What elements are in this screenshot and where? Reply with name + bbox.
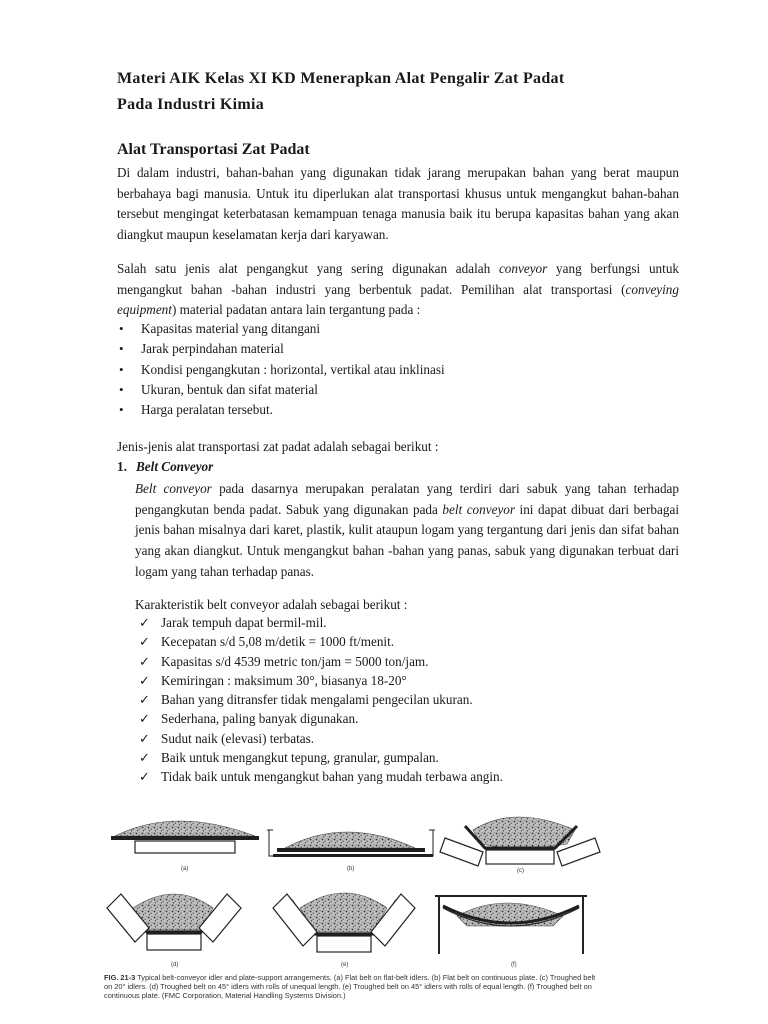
characteristics-list [139, 613, 503, 787]
conveyor-paragraph-text-3: ) material padatan antara lain tergantung pada : [171, 302, 421, 318]
diagram-a [111, 821, 259, 872]
list-item: ✓ Jarak tempuh dapat bermil-mil. [139, 613, 503, 632]
figure-caption-text: Typical belt-conveyor idler and plate-support arrangements. (a) Flat belt on flat-belt idlers. (b) Flat belt on continuous plate. (c) Troughed belt on 20° idlers. (d) Troughed belt on 45° idlers with rolls of unequal length. (e) Troughed belt on 45° idlers with rolls of equal length. (f) Troughed belt on continuous plate. (FMC Corporation, Material Handling Systems Division.) [104, 973, 596, 1001]
label-f: (f) [511, 962, 517, 968]
diagram-b [267, 830, 435, 872]
list-item: ✓ Kapasitas s/d 4539 metric ton/jam = 5000 ton/jam. [139, 652, 503, 671]
intro-paragraph: Di dalam industri, bahan-bahan yang digunakan tidak jarang merupakan bahan yang berat maupun berbahaya bagi manusia. Untuk itu diperlukan alat transportasi khusus untuk mengangkut bahan-bahan tersebut mengingat keterbatasan kemampuan tenaga manusia baik itu berupa kapasitas bahan yang akan diangkut maupun keselamatan kerja dari karyawan. [117, 165, 679, 243]
list-item: ✓ Sudut naik (elevasi) terbatas. [139, 729, 503, 748]
diagram-c [440, 817, 600, 874]
list-item: • Jarak perpindahan material [117, 339, 445, 359]
figure-caption [104, 973, 600, 1000]
list-item: • Kondisi pengangkutan : horizontal, vertikal atau inklinasi [117, 360, 445, 380]
list-item: ✓ Kemiringan : maksimum 30°, biasanya 18-20° [139, 671, 503, 690]
list-item: • Ukuran, bentuk dan sifat material [117, 380, 445, 400]
belt-paragraph-text-1: pada dasarnya merupakan peralatan yang terdiri dari sabuk yang tahan terhadap pengangkutan benda padat. Sabuk yang digunakan pada [135, 481, 679, 517]
belt-conveyor-heading: Belt Conveyor [136, 459, 214, 474]
conveyor-paragraph-text-1: Salah satu jenis alat pengangkut yang sering digunakan adalah [117, 261, 499, 276]
document-title-line-2: Pada Industri Kimia [117, 96, 265, 113]
belt-conveyor-term-2: belt conveyor [442, 501, 516, 517]
list-item: ✓ Baik untuk mengangkut tepung, granular, gumpalan. [139, 748, 503, 767]
conveying-equipment-term: conveying equipment [117, 281, 679, 318]
list-item: ✓ Kecepatan s/d 5,08 m/detik = 1000 ft/menit. [139, 632, 503, 651]
diagram-e [273, 893, 415, 968]
conveyor-paragraph-text-2: yang berfungsi untuk mengangkut bahan -bahan industri yang berbentuk padat. Pemilihan alat transportasi ( [117, 261, 680, 297]
label-e: (e) [341, 962, 349, 968]
label-c: (c) [517, 868, 524, 874]
list-item: ✓ Tidak baik untuk mengangkut bahan yang mudah terbawa angin. [139, 767, 503, 786]
item-number: 1. [117, 459, 127, 474]
list-item: ✓ Sederhana, paling banyak digunakan. [139, 709, 503, 728]
conveyor-term: conveyor [498, 261, 548, 276]
belt-conveyor-paragraph [135, 479, 679, 583]
belt-conveyor-term: Belt conveyor [135, 481, 212, 496]
list-item: • Harga peralatan tersebut. [117, 400, 445, 420]
label-a: (a) [181, 866, 189, 872]
diagram-d [107, 894, 241, 968]
document-title-line-1: Materi AIK Kelas XI KD Menerapkan Alat Pengalir Zat Padat [117, 70, 565, 87]
types-intro: Jenis-jenis alat transportasi zat padat adalah sebagai berikut : [117, 439, 439, 454]
selection-factors-list [117, 319, 445, 420]
figure-caption-label: FIG. 21-3 [104, 973, 136, 983]
list-item: ✓ Bahan yang ditransfer tidak mengalami pengecilan ukuran. [139, 690, 503, 709]
belt-paragraph-text-2: ini dapat dibuat dari berbagai jenis bahan misalnya dari karet, plastik, kulit ataupun logam yang tergantung dari jenis dan sifat bahan yang akan diangkut. Untuk mengangkut bahan -bahan yang panas, sabuk yang digunakan terbuat dari logam yang tahan terhadap panas. [135, 501, 679, 579]
characteristics-intro: Karakteristik belt conveyor adalah sebagai berikut : [135, 597, 408, 612]
conveyor-paragraph [117, 259, 679, 321]
diagram-f [435, 896, 587, 968]
list-item: • Kapasitas material yang ditangani [117, 319, 445, 339]
label-b: (b) [347, 866, 355, 872]
section-title: Alat Transportasi Zat Padat [117, 141, 310, 158]
label-d: (d) [171, 962, 179, 968]
